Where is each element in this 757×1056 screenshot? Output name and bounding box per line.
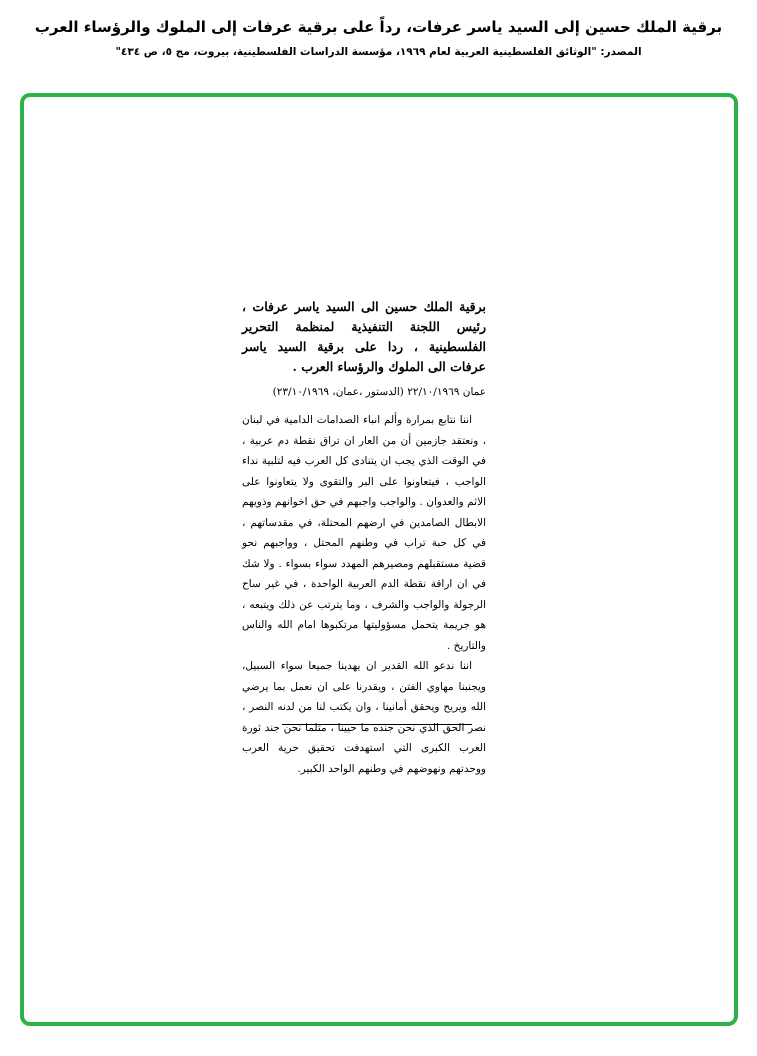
telegram-paragraph-1: اننا نتابع بمرارة وألم انباء الصدامات الدامية في لبنان ، ونعتقد جازمين أن من العار ان تراق نقطة دم عربية ، في الوقت الذي يجب ان يتنادى كل العرب فيه لتلبية نداء الواجب ، فيتعاونوا على البر والتقوى ولا يتعاونوا على الاثم والعدوان . والواجب واجبهم في حق اخوانهم وذويهم الابطال الصامدين في ارضهم المحتلة، في مقدساتهم ، في كل حبة تراب في وطنهم المحتل ، وواجبهم نحو قضية مستقبلهم ومصيرهم المهدد سواء بسواء . ولا شك في ان اراقة نقطة الدم العربية الواحدة ، في غير ساح الرجولة والواجب والشرف ، وما يترتب عن ذلك ويتبعه ، هو جريمة يتحمل مسؤوليتها مرتكبوها امام الله والناس والتاريخ . xyxy=(242,414,486,652)
scanned-telegram-text xyxy=(242,297,486,779)
document-title: برقية الملك حسين إلى السيد ياسر عرفات، رداً على برقية عرفات إلى الملوك والرؤساء العرب xyxy=(34,18,723,36)
telegram-dateline: عمان ٢٢/١٠/١٩٦٩ (الدستور ،عمان، ٢٣/١٠/١٩٦٩) xyxy=(272,386,486,398)
scanned-document-frame xyxy=(20,93,738,1026)
end-rule-divider xyxy=(282,724,472,725)
source-citation: المصدر: "الوثائق الفلسطينية العربية لعام ١٩٦٩، مؤسسة الدراسات الفلسطينية، بيروت، مج ٥، ص ٤٣٤" xyxy=(115,46,642,58)
telegram-heading: برقية الملك حسين الى السيد ياسر عرفات ، رئيس اللجنة التنفيذية لمنظمة التحرير الفلسطينية ، ردا على برقية السيد ياسر عرفات الى الملوك والرؤساء العرب . xyxy=(242,299,486,374)
telegram-paragraph-2: اننا ندعو الله القدير ان يهدينا جميعا سواء السبيل، ويجنبنا مهاوي الفتن ، ويقدرنا على ان نعمل بما يرضي الله ويريح ويحقق أمانينا ، وان يكتب لنا من لدنه النصر ، نصر الحق الذي نحن جنده ما حيينا ، مثلما نحن جند ثورة العرب الكبرى التي استهدفت تحقيق حرية العرب ووحدتهم ونهوضهم في وطنهم الواحد الكبير. xyxy=(242,660,486,775)
